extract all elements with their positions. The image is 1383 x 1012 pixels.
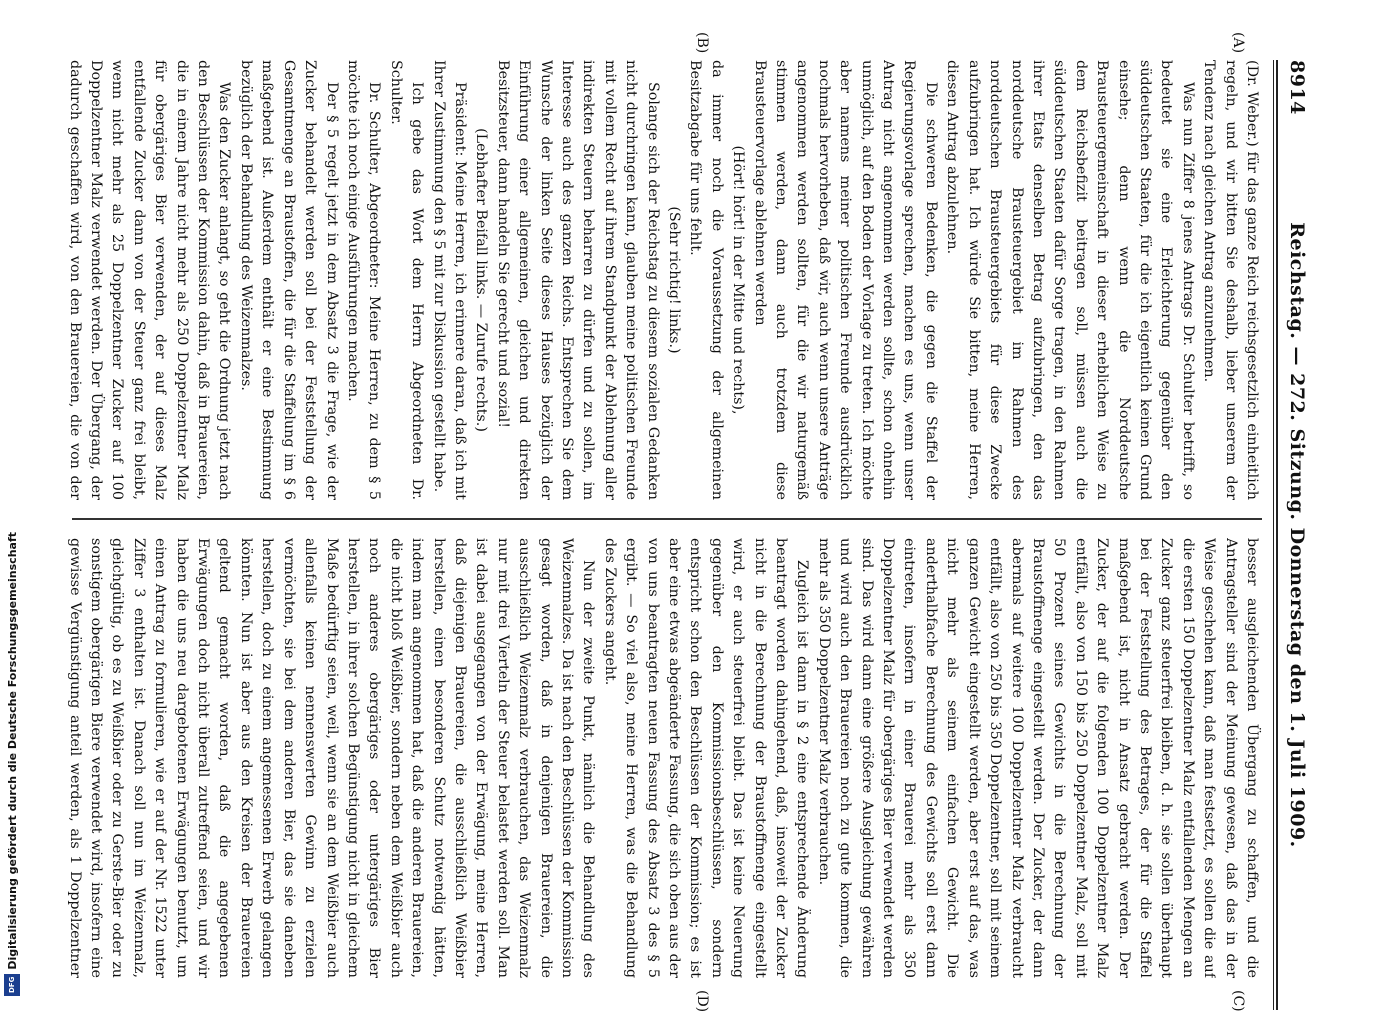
paragraph: Der § 5 regelt jetzt in dem Absatz 3 die Frage, wie der Zucker behandelt werden soll bei der Feststellung der Gesamtmenge an Braustoffen, die für die Staffelung im § 6 maßgebend ist. Außerdem enthält er eine Bestimmung bezüglich der Behandlung des Weizenmalzes.	[237, 60, 340, 500]
speaker-paragraph: Präsident: Meine Herren, ich erinnere daran, daß ich mit Ihrer Zustimmung den § 5 mit zur Diskussion gestellt habe.	[430, 60, 468, 500]
paragraph: besser ausgleichenden Übergang zu schaffen, und die Antragsteller sind der Meinung gewesen, daß das in der Weise geschehen kann, daß man festsetzt, es sollen die auf die ersten 150 Doppelzentner Malz entfallenden Mengen an Zucker ganz steuerfrei bleiben, d. h. sie sollen überhaupt bei der Feststellung des Betrages, der für die Staffel maßgebend ist, nicht in Ansatz gebracht werden. Der Zucker, der auf die folgenden 100 Doppelzentner Malz entfällt, also von 150 bis 250 Doppelzentner Malz, soll mit 50 Prozent seines Gewichts in die Berechnung der Braustoffmenge eingestellt werden. Der Zucker, der dann abermals auf weitere 100 Doppelzentner Malz verbraucht entfällt, also von 250 bis 350 Doppelzentner, soll mit seinem ganzen Gewicht eingestellt werden, aber erst auf das, was nicht mehr als seinem einfachen Gewicht. Die anderthalbfache Berechnung des Gewichts soll erst dann eintreten, insofern in einer Brauerei mehr als 350 Doppelzentner Malz für obergäriges Bier verwendet werden sind. Das wird dann eine größere Ausgleichung gewähren und wird auch den Brauereien noch zu gute kommen, die mehr als 350 Doppelzentner Malz verbrauchen.	[815, 538, 1260, 978]
header-rule-thin	[1273, 60, 1274, 1010]
credit-text: Digitalisierung gefördert durch die Deutsche Forschungsgemeinschaft	[6, 532, 19, 970]
dfg-logo-icon: DFG	[4, 974, 20, 996]
interjection: (Hört! hört! in der Mitte und rechts),	[730, 145, 747, 415]
paragraph: (Dr. Weber.) für das ganze Reich reichsgesetzlich einheitlich regeln, und wir bitten Sie deshalb, lieber unserem der Tendenz nach gleichen Antrag anzunehmen.	[1201, 60, 1260, 500]
header-rule	[1276, 60, 1278, 1010]
interjection: (Sehr richtig! links.)	[666, 206, 683, 354]
margin-marker-d: (D)	[694, 990, 710, 1012]
running-title: Reichstag. — 272. Sitzung. Donnerstag den 1. Juli 1909.	[1286, 222, 1308, 848]
paragraph: Solange sich der Reichstag zu diesem sozialen Gedanken nicht durchringen kann, glauben meine politischen Freunde mit vollem Recht auf ihrem Standpunkt der Ablehnung aller indirekten Steuern beharren zu dürfen und zu sollen, im Interesse auch des ganzen Reichs. Entsprechen Sie dem Wunsche der linken Seite dieses Hauses bezüglich der Einführung einer allgemeinen, gleichen und direkten Besitzsteuer, dann handeln Sie gerecht und sozial!	[494, 60, 661, 500]
paragraph: Was den Zucker anlangt, so geht die Ordnung jetzt nach den Beschlüssen der Kommission dahin, daß in Brauereien, die in einem Jahre nicht mehr als 250 Doppelzentner Malz für obergäriges Bier verwenden, der auf dieses Malz entfallende Zucker dann von der Steuer ganz frei bleibt, wenn nicht mehr als 25 Doppelzentner Zucker auf 100 Doppelzentner Malz verwendet werden. Der Übergang, der dadurch geschaffen wird, von den Brauereien, die von der	[67, 60, 233, 500]
paragraph: Die schweren Bedenken, die gegen die Staffel der Regierungsvorlage sprechen, machen es uns, wenn unser Antrag nicht angenommen werden sollte, schon ohnehin unmöglich, auf den Boden der Vorlage zu treten. Ich möchte aber namens meiner politischen Freunde ausdrücklich nochmals hervorheben, daß wir, auch wenn unsere Anträge angenommen werden sollten, für die wir naturgemäß stimmen werden, dann auch trotzdem diese Brausteuervorlage ablehnen werden	[751, 60, 939, 500]
speaker-paragraph: Dr. Schulter, Abgeordneter: Meine Herren, zu dem § 5 möchte ich noch einige Ausführungen machen.	[344, 60, 383, 500]
margin-marker-c: (C)	[1230, 990, 1246, 1012]
margin-marker-b: (B)	[694, 32, 710, 54]
column-divider	[72, 518, 1262, 520]
paragraph: Nun der zweite Punkt, nämlich die Behandlung des Weizenmalzes. Da ist nach den Beschlüssen der Kommission gesagt worden, daß in denjenigen Brauereien, die ausschließlich Weizenmalz verbrauchen, das Weizenmalz nur mit drei Vierteln der Steuer belastet werden soll. Man ist dabei ausgegangen von der Erwägung, meine Herren, daß diejenigen Brauereien, die ausschließlich Weißbier herstellen, einen besonderen Schutz notwendig hätten, indem man angenommen hat, daß die anderen Brauereien, die nicht bloß Weißbier, sondern neben dem Weißbier auch noch anderes obergäriges oder untergäriges Bier herstellen, in ihrer solchen Begünstigung nicht in gleichem Maße bedürftig seien, weil, wenn sie an dem Weißbier auch allenfalls keinen nennenswerten Gewinn zu erzielen vermöchten, sie bei dem anderen Bier, das sie daneben herstellen, doch zu einem angemessenen Erwerb gelangen könnten. Nun ist aber aus den Kreisen der Brauereien geltend gemacht worden, daß die angegebenen Erwägungen doch nicht überall zutreffend seien, und wir haben die uns neu dargebotenen Erwägungen benutzt, um einen Antrag zu formulieren, wie er auf der Nr. 1522 unter Ziffer 3 enthalten ist. Danach soll nun im Weizenmalz, gleichgültig, ob es zu Weißbier oder zu Gerste-Bier oder zu sonstigem obergärigen Biere verwendet wird, insofern eine gewisse Vergünstigung anteil werden, als 1 Doppelzentner	[67, 538, 597, 978]
rotated-page	[55, 32, 1310, 1012]
paragraph: Ich gebe das Wort dem Herrn Abgeordneten Dr. Schulter.	[387, 60, 426, 500]
right-column	[67, 538, 1262, 978]
left-column	[67, 60, 1262, 500]
page-number: 8914	[1286, 60, 1308, 115]
paragraph: Zugleich ist dann in § 2 eine entsprechende Änderung beantragt worden dahingehend, daß, insoweit der Zucker nicht in die Berechnung der Braustoffmenge eingestellt wird, er auch steuerfrei bleibt. Das ist keine Neuerung gegenüber den Kommissionsbeschlüssen, sondern entspricht schon den Beschlüssen der Kommission; es ist aber eine etwas abgeänderte Fassung, die sich oben aus der von uns beantragten neuen Fassung des Absatz 3 des § 5 ergibt. — So viel also, meine Herren, was die Behandlung des Zuckers angeht.	[601, 538, 811, 978]
paragraph: Was nun Ziffer 8 jenes Antrags Dr. Schulter betrifft, so bedeutet sie eine Erleichterung gegenüber den süddeutschen Staaten, für die ich eigentlich keinen Grund einsehe; denn wenn die Norddeutsche Brausteuergemeinschaft in dieser erheblichen Weise zu dem Reichsbefizit beitragen soll, müssen auch die süddeutschen Staaten dafür Sorge tragen, in den Rahmen ihrer Etats denselben Betrag aufzubringen, den das norddeutsche Brausteuergebiet im Rahmen des norddeutschen Brausteuergebiets für diese Zwecke aufzubringen hat. Ich würde Sie bitten, meine Herren, diesen Antrag abzulehnen.	[944, 60, 1196, 500]
digitization-credit	[2, 0, 24, 1000]
paragraph: da immer noch die Voraussetzung der allgemeinen Besitzabgabe für uns fehlt.	[687, 60, 725, 500]
page-header	[1280, 60, 1310, 1010]
margin-marker-a: (A)	[1230, 32, 1246, 54]
interjection: (Lebhafter Beifall links. — Zurufe rechts.)	[473, 128, 490, 432]
